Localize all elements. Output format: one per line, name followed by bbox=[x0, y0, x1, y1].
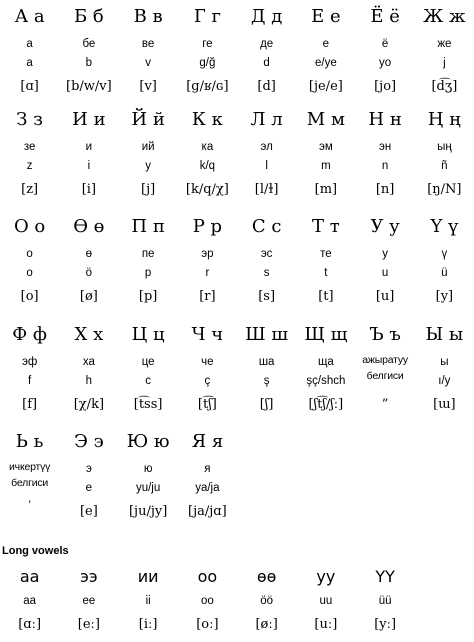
transliteration: f bbox=[28, 375, 32, 387]
letter-cell bbox=[0, 212, 59, 310]
transliteration: uu bbox=[319, 595, 333, 607]
transliteration: öö bbox=[260, 595, 274, 607]
letter-cell bbox=[178, 427, 237, 525]
letter-name: ё bbox=[381, 38, 389, 50]
cyrillic-letter: П п bbox=[131, 216, 165, 237]
ipa-pronunciation: [ø] bbox=[79, 289, 98, 304]
ipa-pronunciation: [r] bbox=[199, 289, 216, 304]
letter-cell bbox=[0, 320, 59, 418]
letter-name: ю bbox=[143, 463, 153, 475]
cyrillic-letter: Я я bbox=[191, 431, 224, 452]
letter-cell bbox=[356, 2, 415, 100]
transliteration: p bbox=[144, 267, 152, 279]
letter-name: ша bbox=[258, 356, 275, 368]
letter-cell bbox=[356, 105, 415, 203]
long-vowels-heading: Long vowels bbox=[2, 545, 69, 557]
transliteration: ñ bbox=[441, 160, 448, 172]
letter-name: эф bbox=[21, 356, 38, 368]
transliteration: ’ bbox=[28, 500, 31, 512]
ipa-pronunciation: [f] bbox=[22, 397, 38, 412]
ipa-pronunciation: [ɑ] bbox=[20, 79, 39, 94]
ipa-pronunciation: [d͡ʒ] bbox=[431, 79, 458, 94]
cyrillic-letter: Р р bbox=[192, 216, 223, 237]
letter-cell bbox=[59, 105, 118, 203]
cyrillic-letter: Ү ү bbox=[430, 216, 459, 237]
alphabet-row-3 bbox=[0, 212, 474, 310]
transliteration: m bbox=[321, 160, 331, 172]
ipa-pronunciation: [e] bbox=[79, 504, 98, 519]
letter-cell bbox=[119, 320, 178, 418]
ipa-pronunciation: [i] bbox=[81, 182, 97, 197]
ipa-pronunciation: [k/q/χ] bbox=[185, 182, 229, 197]
cyrillic-letter: ҮҮ bbox=[375, 567, 395, 586]
letter-cell bbox=[415, 2, 474, 100]
alphabet-row-2 bbox=[0, 105, 474, 203]
letter-cell bbox=[356, 212, 415, 310]
transliteration: t bbox=[324, 267, 328, 279]
cyrillic-letter: В в bbox=[133, 6, 163, 27]
letter-name: эн bbox=[379, 141, 392, 153]
letter-cell bbox=[119, 427, 178, 525]
cyrillic-letter: А а bbox=[14, 6, 45, 27]
ipa-pronunciation: [o] bbox=[20, 289, 39, 304]
ipa-pronunciation: [ɯ] bbox=[433, 397, 456, 412]
ipa-pronunciation: [uː] bbox=[314, 617, 338, 632]
alphabet-row-4 bbox=[0, 320, 474, 418]
letter-name: зе bbox=[23, 141, 36, 153]
transliteration: y bbox=[145, 160, 151, 172]
transliteration: aa bbox=[23, 595, 37, 607]
transliteration: g/ğ bbox=[199, 57, 216, 69]
cyrillic-letter: Ф ф bbox=[12, 324, 47, 345]
cyrillic-letter: өө bbox=[256, 567, 277, 586]
cyrillic-letter: Ю ю bbox=[126, 431, 170, 452]
long-vowels-row bbox=[0, 562, 474, 638]
transliteration: j bbox=[443, 57, 446, 69]
letter-name: те bbox=[320, 248, 332, 260]
letter-cell bbox=[296, 212, 355, 310]
cyrillic-letter: Щ щ bbox=[304, 324, 348, 345]
cyrillic-letter: ии bbox=[137, 567, 159, 586]
long-vowel-cell bbox=[119, 562, 178, 638]
long-vowel-cell bbox=[356, 562, 415, 638]
cyrillic-letter: Ы ы bbox=[425, 324, 464, 345]
transliteration: yo bbox=[379, 57, 392, 69]
letter-cell bbox=[237, 2, 296, 100]
ipa-pronunciation: [jo] bbox=[374, 79, 397, 94]
letter-cell bbox=[296, 105, 355, 203]
ipa-pronunciation: [b/w/v] bbox=[66, 79, 112, 94]
letter-name: ажыратуу белгиси bbox=[362, 354, 408, 382]
letter-name: ге bbox=[202, 38, 213, 50]
ipa-pronunciation: [z] bbox=[21, 182, 39, 197]
cyrillic-letter: Д д bbox=[250, 6, 283, 27]
letter-name: а bbox=[26, 38, 33, 50]
transliteration: üü bbox=[378, 595, 392, 607]
transliteration: r bbox=[205, 267, 210, 279]
transliteration: i bbox=[87, 160, 91, 172]
letter-name: ичкертүү белгиси bbox=[9, 461, 51, 489]
letter-name: эс bbox=[260, 248, 273, 260]
letter-cell bbox=[237, 105, 296, 203]
letter-name: ве bbox=[141, 38, 155, 50]
ipa-pronunciation: [t] bbox=[318, 289, 334, 304]
cyrillic-letter: Л л bbox=[250, 109, 283, 130]
cyrillic-letter: Х х bbox=[74, 324, 104, 345]
cyrillic-letter: Ь ь bbox=[15, 431, 44, 452]
letter-name: е bbox=[322, 38, 330, 50]
ipa-pronunciation: [y] bbox=[435, 289, 454, 304]
transliteration: o bbox=[26, 267, 33, 279]
letter-name: пе bbox=[141, 248, 155, 260]
letter-name: ща bbox=[317, 356, 334, 368]
letter-cell bbox=[119, 105, 178, 203]
transliteration: oo bbox=[200, 595, 214, 607]
cyrillic-letter: Ц ц bbox=[131, 324, 165, 345]
letter-cell bbox=[0, 2, 59, 100]
letter-name: э bbox=[85, 463, 92, 475]
letter-name: же bbox=[437, 38, 452, 50]
cyrillic-letter: Г г bbox=[193, 6, 221, 27]
long-vowel-cell bbox=[237, 562, 296, 638]
cyrillic-letter: Ё ё bbox=[370, 6, 400, 27]
letter-name: ий bbox=[141, 141, 155, 153]
cyrillic-letter: И и bbox=[72, 109, 106, 130]
letter-cell bbox=[356, 320, 415, 418]
transliteration: a bbox=[26, 57, 33, 69]
ipa-pronunciation: [oː] bbox=[196, 617, 219, 632]
transliteration: c bbox=[145, 375, 151, 387]
letter-name: ы bbox=[440, 356, 449, 368]
ipa-pronunciation: [ŋ/N] bbox=[427, 182, 462, 197]
long-vowel-cell bbox=[59, 562, 118, 638]
ipa-pronunciation: [j] bbox=[141, 182, 156, 197]
ipa-pronunciation: [ʃ] bbox=[259, 397, 274, 412]
cyrillic-letter: К к bbox=[191, 109, 223, 130]
cyrillic-letter: ээ bbox=[80, 567, 98, 586]
letter-cell bbox=[59, 212, 118, 310]
transliteration: u bbox=[381, 267, 389, 279]
ipa-pronunciation: [χ/k] bbox=[73, 397, 105, 412]
cyrillic-letter: С с bbox=[251, 216, 282, 237]
ipa-pronunciation: [v] bbox=[139, 79, 157, 94]
transliteration: ii bbox=[145, 595, 151, 607]
letter-cell bbox=[59, 2, 118, 100]
letter-cell bbox=[178, 212, 237, 310]
letter-name: ү bbox=[441, 248, 448, 260]
letter-cell bbox=[119, 212, 178, 310]
transliteration: l bbox=[265, 160, 268, 172]
letter-name: эр bbox=[201, 248, 214, 260]
transliteration: h bbox=[85, 375, 93, 387]
letter-cell bbox=[119, 2, 178, 100]
cyrillic-letter: Б б bbox=[73, 6, 104, 27]
transliteration: e/ye bbox=[315, 57, 337, 69]
transliteration: ş bbox=[263, 375, 270, 387]
long-vowel-cell bbox=[296, 562, 355, 638]
ipa-pronunciation: ” bbox=[381, 397, 389, 412]
cyrillic-letter: Ө ө bbox=[73, 216, 105, 237]
ipa-pronunciation: [d] bbox=[257, 79, 276, 94]
cyrillic-letter: Ъ ъ bbox=[369, 324, 401, 345]
cyrillic-letter: Ш ш bbox=[245, 324, 289, 345]
cyrillic-letter: Н н bbox=[368, 109, 402, 130]
ipa-pronunciation: [øː] bbox=[255, 617, 278, 632]
letter-cell bbox=[415, 105, 474, 203]
alphabet-row-5 bbox=[0, 427, 474, 525]
transliteration: ç bbox=[204, 375, 211, 387]
letter-name: эм bbox=[318, 141, 333, 153]
transliteration: k/q bbox=[199, 160, 216, 172]
long-vowel-cell bbox=[0, 562, 59, 638]
transliteration: e bbox=[85, 482, 93, 494]
ipa-pronunciation: [m] bbox=[314, 182, 338, 197]
letter-cell bbox=[237, 320, 296, 418]
letter-cell bbox=[296, 320, 355, 418]
letter-cell bbox=[0, 427, 59, 525]
cyrillic-letter: У у bbox=[370, 216, 400, 237]
transliteration: ee bbox=[82, 595, 96, 607]
transliteration: n bbox=[381, 160, 389, 172]
letter-cell bbox=[415, 212, 474, 310]
long-vowel-cell bbox=[178, 562, 237, 638]
cyrillic-letter: Ж ж bbox=[423, 6, 466, 27]
ipa-pronunciation: [yː] bbox=[374, 617, 397, 632]
cyrillic-letter: Т т bbox=[312, 216, 340, 237]
letter-name: у bbox=[382, 248, 388, 260]
letter-cell bbox=[178, 105, 237, 203]
transliteration: b bbox=[85, 57, 93, 69]
transliteration: ü bbox=[441, 267, 448, 279]
letter-cell bbox=[59, 320, 118, 418]
ipa-pronunciation: [ju/jy] bbox=[128, 504, 168, 519]
transliteration: ö bbox=[85, 267, 93, 279]
ipa-pronunciation: [t͡ʃ] bbox=[197, 397, 217, 412]
transliteration: yu/ju bbox=[135, 482, 161, 494]
cyrillic-letter: М м bbox=[306, 109, 345, 130]
letter-name: ө bbox=[85, 248, 93, 260]
cyrillic-letter: оо bbox=[197, 567, 218, 586]
letter-cell bbox=[0, 105, 59, 203]
cyrillic-letter: З з bbox=[16, 109, 43, 130]
cyrillic-letter: Ч ч bbox=[191, 324, 224, 345]
transliteration: ya/ja bbox=[195, 482, 220, 494]
cyrillic-letter: Э э bbox=[74, 431, 104, 452]
cyrillic-letter: уу bbox=[316, 567, 336, 586]
letter-cell bbox=[59, 427, 118, 525]
letter-name: я bbox=[204, 463, 211, 475]
ipa-pronunciation: [eː] bbox=[77, 617, 100, 632]
ipa-pronunciation: [ja/jɑ] bbox=[188, 504, 227, 519]
ipa-pronunciation: [ʃt͡ʃ/ʃː] bbox=[308, 397, 344, 412]
ipa-pronunciation: [p] bbox=[138, 289, 158, 304]
letter-name: ың bbox=[437, 141, 452, 153]
transliteration: şç/shch bbox=[306, 375, 346, 387]
letter-cell bbox=[296, 2, 355, 100]
ipa-pronunciation: [je/e] bbox=[308, 79, 343, 94]
letter-name: и bbox=[85, 141, 93, 153]
transliteration: z bbox=[26, 160, 33, 172]
letter-name: бе bbox=[82, 38, 96, 50]
ipa-pronunciation: [t͡ss] bbox=[133, 397, 163, 412]
transliteration: s bbox=[263, 267, 270, 279]
ipa-pronunciation: [s] bbox=[258, 289, 276, 304]
ipa-pronunciation: [iː] bbox=[138, 617, 158, 632]
cyrillic-letter: Ң ң bbox=[427, 109, 461, 130]
cyrillic-letter: аа bbox=[19, 567, 40, 586]
ipa-pronunciation: [g/ʁ/ɢ] bbox=[186, 79, 229, 94]
letter-cell bbox=[178, 2, 237, 100]
letter-name: эл bbox=[260, 141, 273, 153]
letter-name: че bbox=[201, 356, 214, 368]
letter-cell bbox=[415, 320, 474, 418]
ipa-pronunciation: [ɑː] bbox=[18, 617, 42, 632]
ipa-pronunciation: [n] bbox=[375, 182, 395, 197]
alphabet-row-1 bbox=[0, 2, 474, 100]
ipa-pronunciation: [u] bbox=[375, 289, 395, 304]
letter-name: ха bbox=[82, 356, 95, 368]
transliteration: d bbox=[263, 57, 270, 69]
ipa-pronunciation: [l/ɫ] bbox=[254, 182, 279, 197]
transliteration: v bbox=[145, 57, 151, 69]
letter-cell bbox=[178, 320, 237, 418]
letter-name: ка bbox=[201, 141, 214, 153]
letter-name: це bbox=[141, 356, 155, 368]
letter-name: о bbox=[26, 248, 33, 260]
letter-cell bbox=[237, 212, 296, 310]
cyrillic-letter: Й й bbox=[131, 109, 165, 130]
cyrillic-letter: Е е bbox=[311, 6, 341, 27]
transliteration: ı/y bbox=[438, 375, 451, 387]
cyrillic-letter: О о bbox=[13, 216, 46, 237]
letter-name: де bbox=[260, 38, 274, 50]
